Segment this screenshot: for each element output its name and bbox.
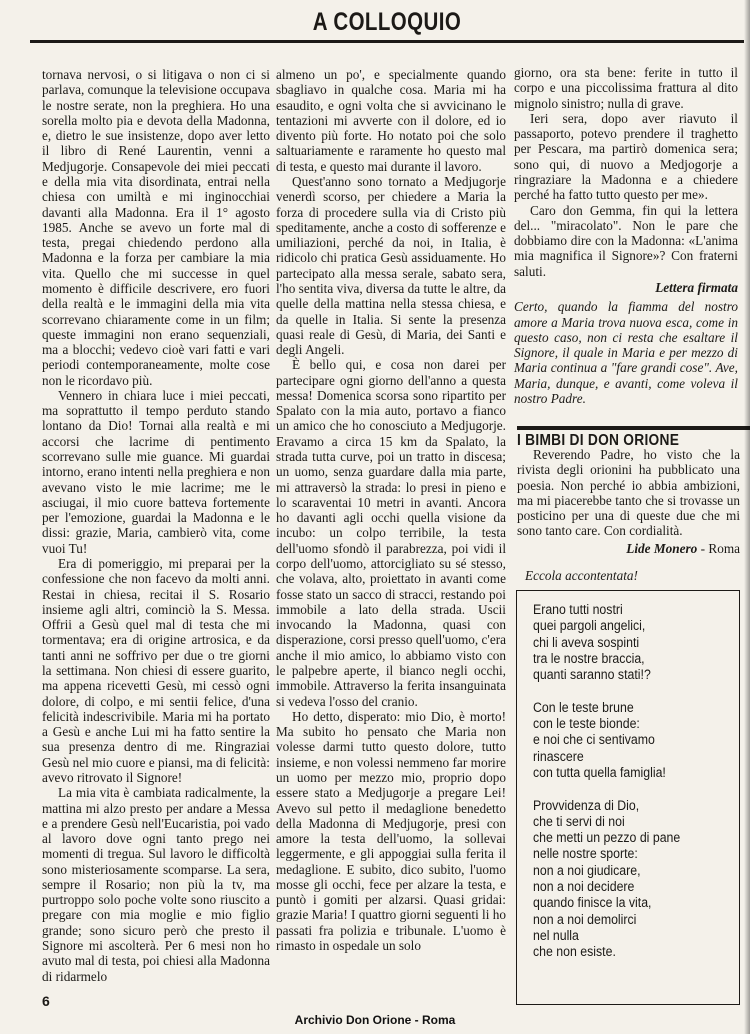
poem-line: con tutta quella famiglia! bbox=[533, 764, 666, 780]
editorial-reply bbox=[514, 299, 738, 406]
poem-stanza bbox=[533, 700, 693, 781]
paragraph: Reverendo Padre, ho visto che la rivista degli orionini ha pubblicato una poesia. Non perché io abbia ambizioni, ma mi piacerebbe tanto che si trovasse un posticino per una di queste due che mi sono tanto care. Con cordialità. bbox=[517, 447, 740, 539]
section-rule bbox=[517, 426, 750, 430]
section-title: A COLLOQUIO bbox=[312, 8, 462, 36]
paragraph: È bello qui, e cosa non darei per partecipare ogni giorno dell'anno a questa messa! Domenica scorsa sono ripartito per Spalato con la mia auto, portavo a fianco un amico che ho conosciuto a Medjugorje. Eravamo a circa 15 km da Spalato, la strada tutta curve, poi un tratto in discesa; un uomo, senza guardare dalla mia parte, mi attraversò la strada: lo presi in pieno e lo scaraventai 10 metri in avanti. Ancora ho davanti agli occhi quella visione da incubo: un colpo terribile, la testa dell'uomo sfondò il parabrezza, poi vidi il corpo dell'uomo, attorcigliato su sé stesso, che volava, alto, proiettato in avanti come fosse stato un sacco di stracci, restando poi immobile a lato della strada. Uscii invocando la Madonna, quasi con disperazione, corsi presso quell'uomo, c'era anche il mio amico, lo abbiamo visto con le palpebre aperte, il bianco negli occhi, immobile. Attraverso la ferita insanguinata si vedeva l'osso del cranio. bbox=[276, 357, 506, 709]
poem-line: che metti un pezzo di pane bbox=[533, 830, 681, 846]
poem-line: e noi che ci sentivamo bbox=[533, 732, 655, 748]
paragraph: Vennero in chiara luce i miei peccati, ma soprattutto il tempo perduto stando lontano da Dio! Tornai alla realtà e mi accorsi che lacrime di pentimento scorrevano sulle mie guance. Mi guardai intorno, erano intenti nella preghiera e non avevano visto le mie lacrime; me le asciugai, il mio cuore batteva fortemente per l'emozione, guardai la Madonna e le dissi: grazie, Maria, cambierò vita, come vuoi Tu! bbox=[42, 387, 270, 556]
letter-signer bbox=[517, 541, 740, 556]
page-header bbox=[30, 6, 744, 40]
poem-stanza bbox=[533, 798, 693, 961]
page-edge-shadow bbox=[744, 0, 750, 1034]
paragraph: Ho detto, disperato: mio Dio, è morto! Ma subito ho pensato che Maria non volesse darmi tutto questo dolore, tutto insieme, e non volessi nemmeno far morire un uomo per mezzo mio, proprio dopo essere stato a Medjugorje a pregare Lei! Avevo sul petto il medaglione benedetto della Madonna di Medjugorje, presi con amore la testa dell'uomo, la sollevai leggermente, e gli appoggiai sulla ferita il medaglione. E subito, dico subito, l'uomo mosse gli occhi, fece per alzare la testa, e puntò i gomiti per alzarsi. Quasi gridai: grazie Maria! I quattro giorni seguenti li ho passati fra polizia e tribunale. L'uomo è rimasto in ospedale un solo bbox=[276, 708, 506, 954]
poem-line: quei pargoli angelici, bbox=[533, 618, 646, 634]
poem-line: che non esiste. bbox=[533, 944, 616, 960]
paragraph: giorno, ora sta bene: ferite in tutto il corpo e una piccolissima frattura al dito mignolo sinistro; nulla di grave. bbox=[514, 65, 738, 111]
poem-line: quando finisce la vita, bbox=[533, 895, 652, 911]
paragraph: tornava nervosi, o si litigava o non ci si parlava, comunque la televisione occupava le nostre serate, non la preghiera. Ho una sorella molto pia e devota della Madonna, e, dietro le sue insistenze, dopo aver letto il libro di René Laurentin, venni a Medjugorje. Consapevole dei miei peccati e della mia vita disordinata, entrai nella chiesa con umiltà e mi inginocchiai davanti alla Madonna. Era il 1° agosto 1985. Anche se avevo un forte mal di testa, pregai chiedendo perdono alla Madonna e la forza per cambiare la mia vita. Quello che mi successe in quel momento è difficile descrivere, ero fuori della realtà e le immagini della mia vita scorrevano chiaramente come in un film; queste immagini non erano sequenziali, ma a blocchi; vedevo cioè vari fatti e vari periodi contemporaneamente, molte cose non le ricordavo più. bbox=[42, 67, 270, 388]
poem-line: non a noi demolirci bbox=[533, 911, 637, 927]
poem-line: chi li aveva sospinti bbox=[533, 634, 640, 650]
poem-box bbox=[516, 590, 740, 1005]
reader-letter bbox=[517, 447, 740, 583]
paragraph: Certo, quando la fiamma del nostro amore a Maria trova nuova esca, come in questo caso, non ci resta che esaltare il Signore, il quale in Maria e per mezzo di Maria continua a "fare grandi cose". Ave, Maria, dunque, e avanti, come voleva il nostro Padre. bbox=[514, 299, 738, 406]
signer-name: Lide Monero bbox=[626, 540, 698, 556]
poem-line: nelle nostre sporte: bbox=[533, 846, 638, 862]
paragraph: La mia vita è cambiata radicalmente, la mattina mi alzo presto per andare a Messa e a prendere Gesù nell'Eucaristia, poi vado al lavoro dove ogni tanto prego nei momenti di tregua. Sul lavoro le difficoltà sono misteriosamente scomparse. La sera, sempre il Rosario; non più la tv, ma purtroppo solo poche volte sono riuscito a pregare con mia moglie e mio figlio grande; sono sicuro però che presto il Signore mi ascolterà. Per 6 mesi non ho avuto mal di testa, poi chiesi alla Madonna di ridarmelo bbox=[42, 785, 270, 984]
poem-line: nel nulla bbox=[533, 927, 579, 943]
paragraph: Caro don Gemma, fin qui la lettera del... "miracolato". Non le pare che dobbiamo dire con la Madonna: «L'anima mia magnifica il Signore»? Con fraterni saluti. bbox=[514, 202, 738, 279]
poem-line: rinascere bbox=[533, 748, 584, 764]
paragraph: almeno un po', e specialmente quando sbagliavo in qualche cosa. Maria mi ha esaudito, e ogni volta che si avvicinano le tentazioni mi avverte con il dolore, ed io divento più forte. Ho notato poi che solo saltuariamente e raramente ho questo mal di testa, e questo mai durante il lavoro. bbox=[276, 67, 506, 174]
poem-stanza bbox=[533, 602, 693, 683]
poem-line: non a noi giudicare, bbox=[533, 862, 641, 878]
section-heading-text: I BIMBI DI DON ORIONE bbox=[517, 432, 680, 449]
letter-signature: Lettera firmata bbox=[655, 279, 738, 295]
header-rule bbox=[30, 40, 744, 43]
poem bbox=[533, 602, 693, 977]
column-2 bbox=[276, 67, 506, 953]
archive-label: Archivio Don Orione - Roma bbox=[294, 1013, 456, 1027]
poem-line: Provvidenza di Dio, bbox=[533, 797, 640, 813]
poem-line: con le teste bionde: bbox=[533, 716, 640, 732]
reply-text: Eccola accontentata! bbox=[525, 567, 638, 583]
column-3 bbox=[514, 67, 738, 406]
section-heading bbox=[517, 426, 745, 448]
poem-line: Con le teste brune bbox=[533, 699, 634, 715]
page-number: 6 bbox=[42, 993, 50, 1009]
column-1 bbox=[42, 67, 270, 984]
poem-line: quanti saranno stati!? bbox=[533, 667, 651, 683]
paragraph: Ieri sera, dopo aver riavuto il passaporto, potevo prendere il traghetto per Pescara, ma partirò domenica sera; sono qui, di nuovo a Medjogorje a ringraziare la Madonna e a chiedere perché ha fatto tutto questo per me». bbox=[514, 110, 738, 203]
poem-line: tra le nostre braccia, bbox=[533, 650, 645, 666]
poem-line: non a noi decidere bbox=[533, 879, 635, 895]
paragraph: Quest'anno sono tornato a Medjugorje venerdì scorso, per chiedere a Maria la forza di procedere sulla via di Cristo più speditamente, anche a costo di sofferenze e umiliazioni, perché da noi, in Italia, è ridicolo chi pratica Gesù assiduamente. Ho partecipato alla messa serale, sabato sera, l'ho sentita viva, diversa da tutte le altre, da quelle della mattina nella stessa chiesa, e da quelle in Italia. Si sente la presenza quasi reale di Gesù, di Maria, dei Santi e degli Angeli. bbox=[276, 173, 506, 358]
poem-line: Erano tutti nostri bbox=[533, 602, 623, 617]
signer-place: - Roma bbox=[700, 540, 740, 556]
paragraph: Era di pomeriggio, mi preparai per la confessione che non facevo da molti anni. Restai in chiesa, recitai il S. Rosario insieme agli altri, cominciò la S. Messa. Offrii a Gesù quel mal di testa che mi tormentava; era di origine artrosica, e da tanti anni ne soffrivo per due o tre giorni la settimana. Non chiesi di essere guarito, ma appena ricevetti Gesù, mi cessò ogni dolore, di colpo, e mi sentii felice, d'una felicità indescrivibile. Maria mi ha portato a Gesù e anche Lui mi ha fatto sentire la sua presenza dentro di me. Ringraziai Gesù nel mio cuore e piansi, ma di felicità: avevo ritrovato il Signore! bbox=[42, 556, 270, 785]
poem-line: che ti servi di noi bbox=[533, 813, 625, 829]
